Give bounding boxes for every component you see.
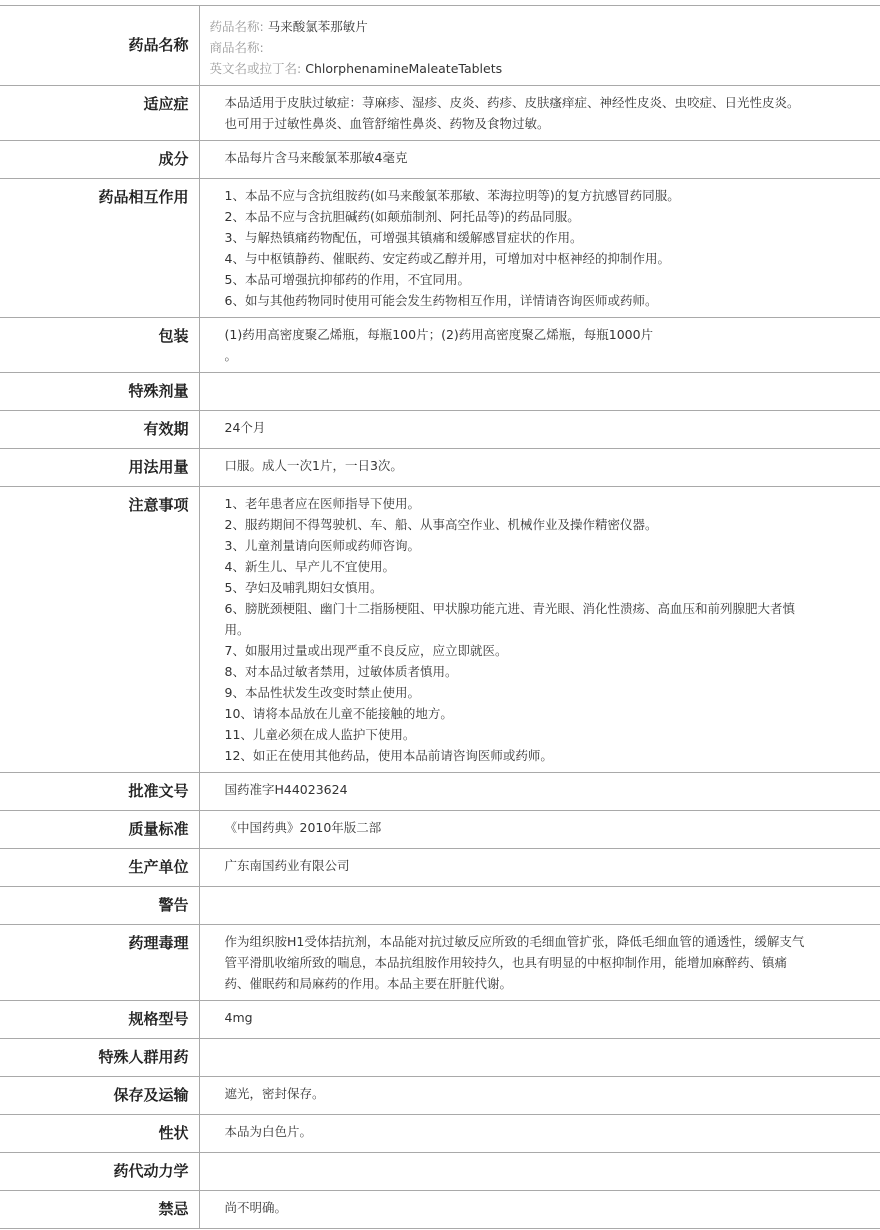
row-value: [199, 811, 880, 849]
name-values: [199, 6, 880, 86]
value-line: 4mg: [224, 1010, 253, 1025]
row-label: 规格型号: [0, 1001, 199, 1039]
value-line: 6、膀胱颈梗阻、幽门十二指肠梗阻、甲状腺功能亢进、青光眼、消化性溃疡、高血压和前列腺肥大者慎用。: [224, 601, 795, 637]
value-line: 国药准字H44023624: [224, 782, 348, 797]
value-line: 本品适用于皮肤过敏症：荨麻疹、湿疹、皮炎、药疹、皮肤瘙痒症、神经性皮炎、虫咬症、日光性皮炎。也可用于过敏性鼻炎、血管舒缩性鼻炎、药物及食物过敏。: [224, 95, 800, 131]
value-line: 《中国药典》2010年版二部: [224, 820, 382, 835]
value-line: 5、本品可增强抗抑郁药的作用，不宜同用。: [224, 272, 470, 287]
row-appearance: [0, 1115, 880, 1153]
generic-name-key: 药品名称:: [209, 19, 264, 34]
row-approval: [0, 773, 880, 811]
value-line: 2、本品不应与含抗胆碱药(如颠茄制剂、阿托品等)的药品同服。: [224, 209, 580, 224]
value-line: 8、对本品过敏者禁用，过敏体质者慎用。: [224, 664, 458, 679]
row-value: [199, 1001, 880, 1039]
row-value: [199, 411, 880, 449]
row-name: [0, 6, 880, 86]
row-label: 用法用量: [0, 449, 199, 487]
row-warning: [0, 887, 880, 925]
value-line: 3、儿童剂量请向医师或药师咨询。: [224, 538, 420, 553]
value-line: (1)药用高密度聚乙烯瓶，每瓶100片；(2)药用高密度聚乙烯瓶，每瓶1000片: [224, 327, 654, 342]
trade-name-key: 商品名称:: [209, 40, 264, 55]
value-line: 5、孕妇及哺乳期妇女慎用。: [224, 580, 383, 595]
row-value: [199, 773, 880, 811]
row-contraindications: [0, 1191, 880, 1229]
value-line: 本品每片含马来酸氯苯那敏4毫克: [224, 150, 408, 165]
row-label: 注意事项: [0, 487, 199, 773]
row-value: [199, 887, 880, 925]
generic-name-value: 马来酸氯苯那敏片: [267, 19, 368, 34]
row-standard: [0, 811, 880, 849]
value-line: 4、新生儿、早产儿不宜使用。: [224, 559, 395, 574]
row-value: [199, 318, 880, 373]
value-line: 尚不明确。: [224, 1200, 288, 1215]
row-indications: [0, 86, 880, 141]
row-label: 适应症: [0, 86, 199, 141]
value-line: 11、儿童必须在成人监护下使用。: [224, 727, 416, 742]
row-label: 禁忌: [0, 1191, 199, 1229]
trade-name-line: [210, 37, 871, 58]
row-pharmacokinetics: [0, 1153, 880, 1191]
value-line: 2、服药期间不得驾驶机、车、船、从事高空作业、机械作业及操作精密仪器。: [224, 517, 658, 532]
english-name-line: [210, 58, 871, 79]
row-label: 药理毒理: [0, 925, 199, 1001]
row-packaging: [0, 318, 880, 373]
row-value: [199, 179, 880, 318]
row-precautions: [0, 487, 880, 773]
row-label: 有效期: [0, 411, 199, 449]
row-value: [199, 449, 880, 487]
value-line: 本品为白色片。: [224, 1124, 313, 1139]
row-value: [199, 1039, 880, 1077]
value-line: 遮光，密封保存。: [224, 1086, 325, 1101]
row-value: [199, 487, 880, 773]
row-spec: [0, 1001, 880, 1039]
value-line: 广东南国药业有限公司: [224, 858, 350, 873]
row-label: 性状: [0, 1115, 199, 1153]
row-label: 警告: [0, 887, 199, 925]
row-label: 保存及运输: [0, 1077, 199, 1115]
row-label: 生产单位: [0, 849, 199, 887]
row-value: [199, 1153, 880, 1191]
value-line: 。: [224, 348, 238, 363]
value-line: 4、与中枢镇静药、催眠药、安定药或乙醇并用，可增加对中枢神经的抑制作用。: [224, 251, 670, 266]
value-line: 口服。成人一次1片，一日3次。: [224, 458, 403, 473]
row-interactions: [0, 179, 880, 318]
row-label: 特殊人群用药: [0, 1039, 199, 1077]
generic-name-line: [210, 16, 871, 37]
value-line: 24个月: [224, 420, 266, 435]
value-line: 3、与解热镇痛药物配伍，可增强其镇痛和缓解感冒症状的作用。: [224, 230, 583, 245]
row-value: [199, 1077, 880, 1115]
english-name-value: ChlorphenamineMaleateTablets: [305, 61, 503, 76]
value-line: 作为组织胺H1受体拮抗剂，本品能对抗过敏反应所致的毛细血管扩张，降低毛细血管的通透性，缓解支气管平滑肌收缩所致的喘息，本品抗组胺作用较持久，也具有明显的中枢抑制作用，能增加麻醉药、镇痛药、催眠药和局麻药的作用。本品主要在肝脏代谢。: [224, 934, 805, 991]
row-label: 质量标准: [0, 811, 199, 849]
value-line: 6、如与其他药物同时使用可能会发生药物相互作用，详情请咨询医师或药师。: [224, 293, 658, 308]
row-value: [199, 1191, 880, 1229]
row-special-population: [0, 1039, 880, 1077]
row-label: 药品名称: [0, 6, 199, 86]
row-special-dosage: [0, 373, 880, 411]
row-value: [199, 925, 880, 1001]
english-name-key: 英文名或拉丁名:: [209, 61, 302, 76]
row-usage: [0, 449, 880, 487]
row-value: [199, 1115, 880, 1153]
value-line: 9、本品性状发生改变时禁止使用。: [224, 685, 420, 700]
value-line: 7、如服用过量或出现严重不良反应，应立即就医。: [224, 643, 508, 658]
drug-info-table: [0, 5, 880, 1229]
row-value: [199, 86, 880, 141]
value-line: 10、请将本品放在儿童不能接触的地方。: [224, 706, 453, 721]
row-value: [199, 373, 880, 411]
row-label: 药代动力学: [0, 1153, 199, 1191]
value-line: 1、老年患者应在医师指导下使用。: [224, 496, 420, 511]
value-line: 1、本品不应与含抗组胺药(如马来酸氯苯那敏、苯海拉明等)的复方抗感冒药同服。: [224, 188, 680, 203]
row-label: 批准文号: [0, 773, 199, 811]
row-manufacturer: [0, 849, 880, 887]
row-storage: [0, 1077, 880, 1115]
row-label: 成分: [0, 141, 199, 179]
row-label: 包装: [0, 318, 199, 373]
row-ingredients: [0, 141, 880, 179]
row-value: [199, 849, 880, 887]
drug-info-table-body: [0, 6, 880, 1229]
row-label: 特殊剂量: [0, 373, 199, 411]
row-pharmacology: [0, 925, 880, 1001]
row-value: [199, 141, 880, 179]
row-label: 药品相互作用: [0, 179, 199, 318]
row-shelf-life: [0, 411, 880, 449]
value-line: 12、如正在使用其他药品，使用本品前请咨询医师或药师。: [224, 748, 553, 763]
